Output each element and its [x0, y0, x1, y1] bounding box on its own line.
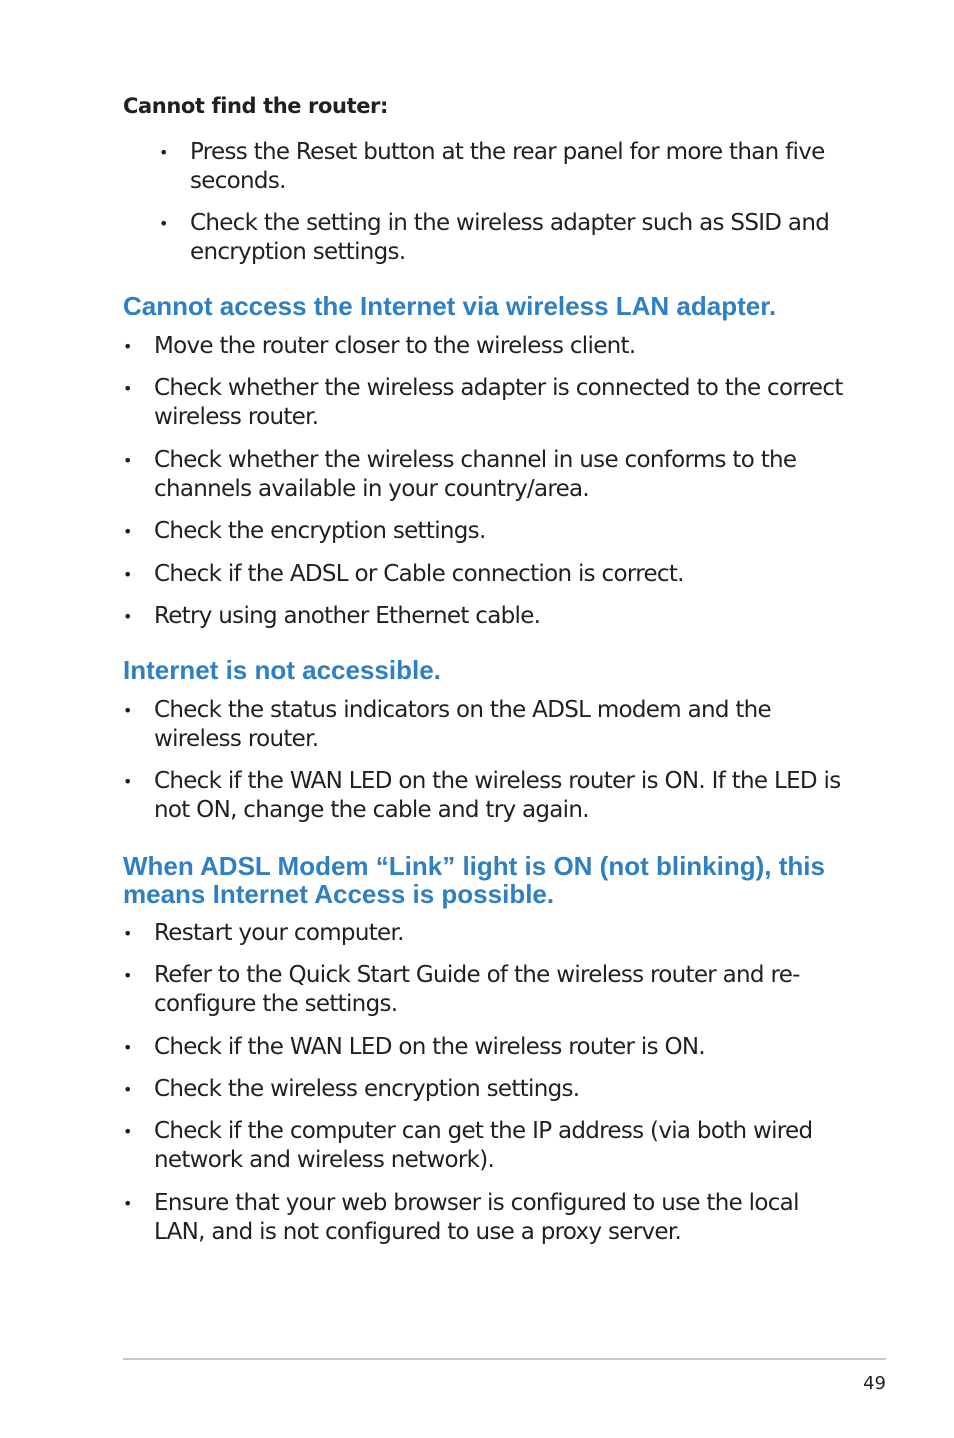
- bullet-icon: •: [123, 1122, 132, 1141]
- bullet-icon: •: [123, 1038, 132, 1057]
- bullet-icon: •: [159, 143, 168, 162]
- list-item: • Check whether the wireless channel in use conforms to the channels available in your country/area.: [123, 447, 797, 502]
- list-item: • Check the status indicators on the ADSL modem and the wireless router.: [123, 697, 771, 752]
- list-item: • Check whether the wireless adapter is connected to the correct wireless router.: [123, 375, 843, 430]
- bullet-icon: •: [123, 1080, 132, 1099]
- list-item: • Check if the WAN LED on the wireless router is ON. If the LED is not ON, change the cable and try again.: [123, 768, 841, 823]
- list-item: • Move the router closer to the wireless client.: [123, 333, 636, 359]
- bullet-icon: •: [123, 701, 132, 720]
- list-item: • Check the encryption settings.: [123, 518, 486, 544]
- bullet-icon: •: [123, 451, 132, 470]
- list-item: • Restart your computer.: [123, 920, 404, 946]
- list-item: • Check if the ADSL or Cable connection is correct.: [123, 561, 684, 587]
- bullet-icon: •: [123, 1194, 132, 1213]
- bullet-icon: •: [123, 522, 132, 541]
- bullet-icon: •: [123, 924, 132, 943]
- bullet-icon: •: [159, 214, 168, 233]
- list-item: • Retry using another Ethernet cable.: [123, 603, 541, 629]
- section-wireless-adapter-title: Cannot access the Internet via wireless LAN adapter.: [123, 291, 777, 321]
- list-item: • Ensure that your web browser is configured to use the local LAN, and is not configured to use a proxy server.: [123, 1190, 799, 1245]
- section-internet-not-accessible-title: Internet is not accessible.: [123, 655, 441, 685]
- list-item: • Check the wireless encryption settings.: [123, 1076, 580, 1102]
- bullet-icon: •: [123, 379, 132, 398]
- bullet-icon: •: [123, 966, 132, 985]
- list-item: • Check if the computer can get the IP address (via both wired network and wireless network).: [123, 1118, 813, 1173]
- footer-divider: [123, 1358, 886, 1360]
- bullet-icon: •: [123, 337, 132, 356]
- section-cannot-find-router-title: Cannot find the router:: [123, 94, 388, 118]
- bullet-icon: •: [123, 772, 132, 791]
- list-item: • Check if the WAN LED on the wireless router is ON.: [123, 1034, 705, 1060]
- list-item: • Press the Reset button at the rear panel for more than five seconds.: [159, 139, 825, 194]
- page-number: 49: [863, 1373, 886, 1394]
- bullet-icon: •: [123, 565, 132, 584]
- section-adsl-link-title: When ADSL Modem “Link” light is ON (not blinking), this means Internet Access is possible.: [123, 851, 825, 909]
- bullet-icon: •: [123, 607, 132, 626]
- list-item: • Refer to the Quick Start Guide of the wireless router and re-configure the settings.: [123, 962, 800, 1017]
- list-item: • Check the setting in the wireless adapter such as SSID and encryption settings.: [159, 210, 830, 265]
